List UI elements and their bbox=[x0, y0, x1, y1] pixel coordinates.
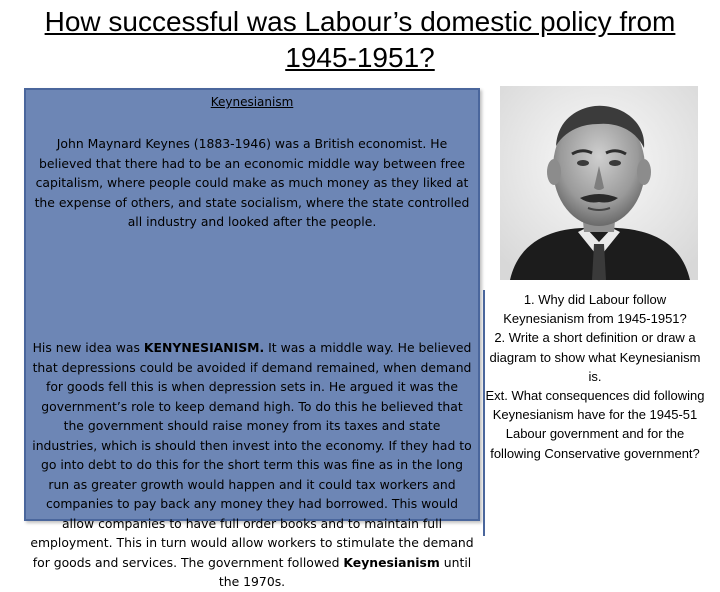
keynes-portrait bbox=[500, 86, 698, 280]
question-1: 1. Why did Labour follow Keynesianism from 1945-1951? bbox=[503, 292, 687, 327]
para2-bold-1: KENYNESIANISM. bbox=[143, 340, 265, 355]
keynesianism-idea-paragraph bbox=[30, 338, 474, 592]
question-extension: Ext. What consequences did following Keynesianism have for the 1945-51 Labour government and for the following Conservative government? bbox=[485, 388, 705, 461]
portrait-photo-icon bbox=[500, 86, 698, 280]
para2-bold-2: Keynesianism bbox=[343, 554, 440, 570]
para2-text-2: It was a middle way. He believed that depressions could be avoided if demand remained, when demand for goods fell this is when depression sets in. He argued it was the government’s role to keep demand high. To do this he believed that the government should raise money from its taxes and state industries, which is should then invest into the economy. If they had to go into debt to do this for the short term this was fine as in the long run as greater growth would happen and it could tax workers and companies to pay back any money they had borrowed. This would allow companies to have full order books and to maintain full employment. This in turn would allow workers to stimulate the demand for goods and services. The government followed bbox=[30, 340, 474, 570]
page-title bbox=[0, 4, 720, 76]
para2-text-1: His new idea was bbox=[32, 340, 144, 355]
keynes-bio-paragraph: John Maynard Keynes (1883-1946) was a British economist. He believed that there had to be an economic middle way between free capitalism, where people could make as much money as they liked at the expense of others, and state socialism, where the state controlled all industry and looked after the people. bbox=[34, 136, 470, 229]
panel-heading: Keynesianism bbox=[210, 95, 294, 109]
title-line-1: How successful was Labour’s domestic policy from bbox=[44, 6, 676, 37]
task-questions bbox=[483, 290, 705, 536]
title-line-2: 1945-1951? bbox=[285, 42, 435, 73]
keynesianism-panel bbox=[24, 88, 480, 589]
question-2: 2. Write a short definition or draw a diagram to show what Keynesianism is. bbox=[489, 330, 701, 384]
para2-text-3: until the 1970s. bbox=[218, 554, 472, 589]
